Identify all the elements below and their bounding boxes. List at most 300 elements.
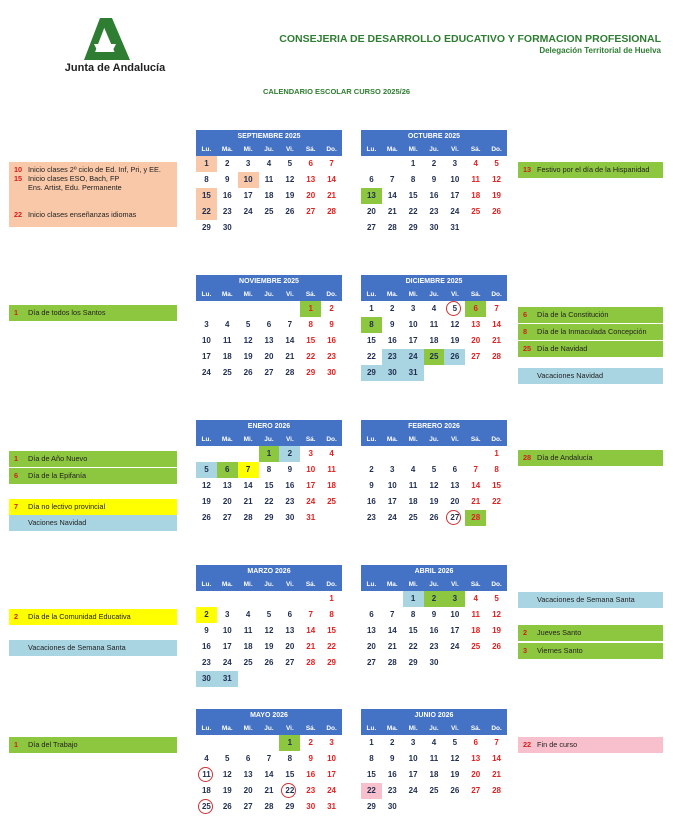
day-cell: 28 (465, 510, 486, 526)
day-cell: 20 (222, 497, 232, 506)
day-cell: 11 (429, 754, 439, 763)
weekday-label: Ju. (429, 291, 439, 298)
weekday-header (196, 434, 342, 446)
day-cell: 14 (387, 191, 397, 200)
weekday-label: Do. (326, 436, 337, 443)
day-cell: 5 (245, 320, 251, 329)
note-inmaculada (518, 324, 663, 340)
day-cell: 7 (266, 754, 272, 763)
day-cell: 29 (285, 802, 295, 811)
weekday-label: Ma. (386, 436, 398, 443)
day-cell: 29 (361, 365, 382, 381)
weekday-label: Lu. (366, 436, 377, 443)
day-cell: 14 (471, 481, 481, 490)
day-cell: 23 (429, 207, 439, 216)
note-num: 3 (523, 646, 528, 655)
day-cell: 10 (222, 626, 232, 635)
day-cell: 13 (306, 175, 316, 184)
day-cell: 6 (245, 754, 251, 763)
day-cell: 9 (431, 175, 437, 184)
day-cell: 25 (429, 786, 439, 795)
note-inicio-clases (9, 162, 177, 227)
day-cell: 9 (204, 626, 209, 635)
note-num: 22 (14, 210, 23, 219)
day-cell: 10 (408, 754, 418, 763)
day-cell: 27 (264, 368, 274, 377)
day-cell: 22 (408, 642, 418, 651)
day-cell: 10 (408, 320, 418, 329)
day-cell: 27 (306, 207, 316, 216)
day-cell: 10 (450, 610, 460, 619)
note-num: 25 (523, 344, 532, 353)
note-constitucion (518, 307, 663, 323)
day-cell: 22 (366, 352, 376, 361)
month-title: DICIEMBRE 2025 (361, 275, 507, 289)
day-cell: 29 (408, 658, 418, 667)
day-cell: 19 (264, 642, 274, 651)
day-cell: 9 (329, 320, 334, 329)
day-cell: 10 (327, 754, 337, 763)
day-cell: 3 (245, 159, 251, 168)
day-cell: 6 (266, 320, 272, 329)
month-may (196, 709, 342, 831)
note-fin-curso (518, 737, 663, 753)
day-cell: 15 (196, 188, 217, 204)
weekday-label: Mi. (408, 436, 418, 443)
day-cell: 30 (327, 368, 337, 377)
day-cell: 8 (369, 754, 374, 763)
day-cell: 16 (306, 770, 316, 779)
day-cell: 4 (431, 304, 437, 313)
weekday-header (196, 723, 342, 735)
day-cell: 18 (429, 336, 439, 345)
day-cell: 7 (390, 175, 395, 184)
weekday-label: Mi. (243, 291, 253, 298)
note-num: 15 (14, 174, 23, 183)
month-grid (196, 735, 342, 831)
day-cell: 30 (285, 513, 295, 522)
day-cell: 1 (329, 594, 334, 603)
day-cell: 2 (196, 607, 217, 623)
day-cell: 16 (429, 191, 439, 200)
note-num: 8 (523, 327, 528, 336)
note-text: Día del Trabajo (28, 740, 78, 749)
day-cell: 31 (327, 802, 337, 811)
day-cell: 13 (361, 188, 382, 204)
month-september (196, 130, 342, 252)
day-cell: 18 (222, 352, 232, 361)
note-num: 28 (523, 453, 532, 462)
day-cell: 25 (243, 658, 253, 667)
note-vacaciones-navidad (9, 515, 177, 531)
weekday-label: Ma. (386, 146, 398, 153)
month-title: ABRIL 2026 (361, 565, 507, 579)
day-cell: 30 (222, 223, 232, 232)
day-cell: 21 (492, 770, 502, 779)
day-cell: 7 (494, 738, 499, 747)
note-text: Jueves Santo (537, 628, 582, 637)
weekday-header (361, 289, 507, 301)
day-cell: 18 (243, 642, 253, 651)
day-cell: 4 (329, 449, 334, 458)
day-cell: 5 (494, 159, 499, 168)
day-cell: 20 (471, 336, 481, 345)
weekday-label: Do. (326, 291, 337, 298)
day-cell: 28 (327, 207, 337, 216)
month-grid (361, 735, 507, 831)
day-cell: 25 (327, 497, 337, 506)
day-cell: 1 (279, 735, 300, 751)
day-cell: 22 (361, 783, 382, 799)
weekday-header (361, 579, 507, 591)
weekday-label: Sá. (470, 436, 481, 443)
day-cell: 31 (450, 223, 460, 232)
day-cell: 28 (492, 786, 502, 795)
note-text: Inicio clases enseñanzas idiomas (28, 210, 137, 219)
weekday-label: Do. (491, 146, 502, 153)
day-cell: 8 (308, 320, 313, 329)
day-cell: 22 (492, 497, 502, 506)
day-cell: 17 (450, 626, 460, 635)
weekday-header (361, 144, 507, 156)
day-cell: 2 (329, 304, 334, 313)
day-cell: 27 (471, 352, 481, 361)
day-cell: 28 (387, 658, 397, 667)
day-cell: 17 (387, 497, 397, 506)
calendar-title: CALENDARIO ESCOLAR CURSO 2025/26 (262, 87, 411, 96)
day-cell: 29 (408, 223, 418, 232)
day-cell: 20 (366, 207, 376, 216)
note-num: 6 (523, 310, 528, 319)
day-cell: 4 (225, 320, 230, 329)
day-cell: 18 (327, 481, 337, 490)
weekday-label: Do. (326, 581, 337, 588)
month-june (361, 709, 507, 831)
note-num: 13 (523, 165, 532, 174)
day-cell: 19 (222, 786, 232, 795)
note-text: Día no lectivo provincial (28, 502, 106, 511)
day-cell: 2 (279, 446, 300, 462)
note-text: Festivo por el día de la Hispanidad (537, 165, 650, 174)
day-cell: 18 (471, 626, 481, 635)
weekday-label: Ma. (386, 291, 398, 298)
day-cell: 21 (387, 207, 397, 216)
day-cell: 29 (327, 658, 337, 667)
day-cell: 25 (424, 349, 445, 365)
day-cell: 1 (494, 449, 499, 458)
weekday-label: Vi. (450, 291, 459, 298)
day-cell: 30 (306, 802, 316, 811)
org-title: CONSEJERIA DE DESARROLLO EDUCATIVO Y FORMACION PROFESIONAL (279, 33, 661, 45)
weekday-label: Sá. (470, 581, 481, 588)
day-cell: 1 (300, 301, 321, 317)
day-cell: 11 (471, 175, 480, 184)
day-cell: 10 (306, 465, 316, 474)
weekday-label: Ju. (429, 146, 439, 153)
day-cell: 13 (450, 481, 460, 490)
day-cell: 20 (243, 786, 253, 795)
day-cell: 15 (492, 481, 502, 490)
weekday-label: Vi. (450, 146, 459, 153)
day-cell: 19 (492, 191, 502, 200)
day-cell: 28 (264, 802, 274, 811)
day-cell: 4 (410, 465, 416, 474)
day-cell: 21 (492, 336, 502, 345)
weekday-label: Vi. (285, 436, 294, 443)
day-cell: 29 (306, 368, 316, 377)
day-cell: 23 (429, 642, 439, 651)
day-cell: 22 (408, 207, 418, 216)
day-cell: 2 (390, 304, 395, 313)
day-cell: 2 (424, 591, 445, 607)
note-num: 22 (523, 740, 532, 749)
day-cell: 3 (452, 159, 458, 168)
day-cell: 30 (429, 223, 439, 232)
day-cell: 27 (285, 658, 295, 667)
day-cell: 4 (473, 159, 478, 168)
day-cell: 24 (387, 513, 397, 522)
note-hispanidad (518, 162, 663, 178)
day-cell: 6 (473, 738, 478, 747)
weekday-label: Ma. (386, 581, 398, 588)
day-cell: 26 (429, 513, 439, 522)
day-cell: 5 (266, 610, 272, 619)
note-text: Día de la Constitución (537, 310, 609, 319)
day-cell: 15 (408, 626, 418, 635)
day-cell: 25 (408, 513, 418, 522)
day-cell: 19 (450, 336, 460, 345)
day-cell: 19 (201, 497, 211, 506)
day-cell: 23 (366, 513, 376, 522)
weekday-label: Ju. (264, 291, 274, 298)
day-cell: 15 (264, 481, 274, 490)
day-cell: 20 (264, 352, 274, 361)
month-november (196, 275, 342, 397)
day-cell: 11 (223, 336, 232, 345)
day-cell: 3 (329, 738, 334, 747)
weekday-label: Ma. (221, 291, 233, 298)
note-vacaciones-navidad-right (518, 368, 663, 384)
weekday-label: Vi. (285, 146, 294, 153)
weekday-label: Mi. (408, 146, 418, 153)
weekday-label: Vi. (450, 725, 459, 732)
weekday-label: Sá. (305, 725, 316, 732)
day-cell: 17 (327, 770, 337, 779)
day-cell: 8 (410, 610, 416, 619)
day-cell: 4 (245, 610, 251, 619)
note-text: Vaciones Navidad (28, 518, 87, 527)
day-cell: 30 (196, 671, 217, 687)
day-cell: 14 (492, 754, 502, 763)
day-cell: 19 (450, 770, 460, 779)
day-cell: 6 (452, 465, 458, 474)
note-num: 10 (14, 165, 23, 174)
day-cell: 23 (382, 349, 403, 365)
note-num: 1 (14, 740, 19, 749)
day-cell: 24 (408, 786, 418, 795)
day-cell: 1 (196, 156, 217, 172)
note-text: Día de la Inmaculada Concepción (537, 327, 647, 336)
day-cell: 13 (285, 626, 295, 635)
month-grid (361, 591, 507, 687)
day-cell: 1 (369, 738, 374, 747)
day-cell: 14 (306, 626, 316, 635)
note-navidad (518, 341, 663, 357)
day-cell: 21 (243, 497, 253, 506)
weekday-label: Do. (491, 725, 502, 732)
day-cell: 8 (266, 465, 272, 474)
day-cell: 2 (390, 738, 395, 747)
day-cell: 17 (222, 642, 232, 651)
day-cell: 3 (410, 738, 416, 747)
day-cell: 29 (201, 223, 211, 232)
day-cell: 24 (201, 368, 211, 377)
note-ano-nuevo (9, 451, 177, 467)
month-grid (196, 591, 342, 687)
day-cell: 31 (217, 671, 238, 687)
month-april (361, 565, 507, 687)
day-cell: 9 (390, 754, 395, 763)
note-semana-santa-right (518, 592, 663, 608)
day-cell: 24 (243, 207, 253, 216)
weekday-label: Do. (326, 725, 337, 732)
day-cell: 13 (243, 770, 253, 779)
day-cell: 27 (444, 510, 465, 526)
weekday-label: Mi. (408, 291, 418, 298)
day-cell: 23 (222, 207, 232, 216)
day-cell: 8 (361, 317, 382, 333)
day-cell: 20 (366, 642, 376, 651)
day-cell: 11 (243, 626, 253, 635)
month-february (361, 420, 507, 542)
weekday-header (361, 723, 507, 735)
day-cell: 9 (287, 465, 293, 474)
day-cell: 4 (431, 738, 437, 747)
day-cell: 8 (329, 610, 334, 619)
note-text: Día de la Comunidad Educativa (28, 612, 131, 621)
note-andalucia (518, 450, 663, 466)
day-cell: 13 (471, 320, 481, 329)
day-cell: 17 (450, 191, 460, 200)
note-no-lectivo (9, 499, 177, 515)
weekday-label: Lu. (366, 581, 377, 588)
day-cell: 1 (403, 591, 424, 607)
weekday-label: Lu. (201, 581, 212, 588)
day-cell: 5 (287, 159, 293, 168)
day-cell: 8 (204, 175, 209, 184)
note-text: Inicio clases ESO, Bach, FP (28, 174, 120, 183)
weekday-label: Ju. (264, 725, 274, 732)
weekday-label: Vi. (285, 725, 294, 732)
day-cell: 9 (225, 175, 230, 184)
month-december (361, 275, 507, 397)
day-cell: 12 (243, 336, 253, 345)
weekday-label: Sá. (305, 146, 316, 153)
month-title: NOVIEMBRE 2025 (196, 275, 342, 289)
day-cell: 12 (429, 481, 439, 490)
weekday-header (196, 289, 342, 301)
weekday-label: Ma. (221, 436, 233, 443)
month-title: SEPTIEMBRE 2025 (196, 130, 342, 144)
note-num: 2 (523, 628, 528, 637)
day-cell: 10 (238, 172, 259, 188)
day-cell: 12 (222, 770, 232, 779)
day-cell: 27 (366, 223, 376, 232)
weekday-label: Mi. (408, 581, 418, 588)
day-cell: 6 (308, 159, 313, 168)
day-cell: 9 (431, 610, 437, 619)
day-cell: 25 (471, 642, 481, 651)
day-cell: 23 (285, 497, 295, 506)
day-cell: 11 (408, 481, 418, 490)
day-cell: 4 (473, 594, 478, 603)
day-cell: 8 (287, 754, 293, 763)
note-text: Día de todos los Santos (28, 308, 106, 317)
day-cell: 7 (473, 465, 478, 474)
day-cell: 11 (196, 767, 217, 783)
day-cell: 27 (222, 513, 232, 522)
day-cell: 21 (264, 786, 274, 795)
delegation-title: Delegación Territorial de Huelva (539, 46, 661, 55)
day-cell: 3 (390, 465, 395, 474)
day-cell: 27 (471, 786, 481, 795)
day-cell: 12 (492, 175, 502, 184)
weekday-label: Ju. (264, 436, 274, 443)
weekday-label: Do. (491, 581, 502, 588)
weekday-label: Mi. (243, 725, 253, 732)
day-cell: 17 (243, 191, 253, 200)
note-text: Día de Andalucía (537, 453, 593, 462)
day-cell: 7 (238, 462, 259, 478)
day-cell: 5 (431, 465, 437, 474)
day-cell: 5 (452, 738, 458, 747)
day-cell: 14 (327, 175, 337, 184)
weekday-label: Mi. (243, 581, 253, 588)
day-cell: 31 (403, 365, 424, 381)
day-cell: 9 (390, 320, 395, 329)
month-grid (196, 301, 342, 397)
month-grid (196, 446, 342, 542)
weekday-label: Mi. (408, 725, 418, 732)
day-cell: 7 (390, 610, 395, 619)
day-cell: 14 (492, 320, 502, 329)
note-text: Vacaciones de Semana Santa (537, 595, 635, 604)
month-march (196, 565, 342, 687)
note-num: 2 (14, 612, 19, 621)
note-num: 1 (14, 454, 19, 463)
day-cell: 11 (471, 610, 480, 619)
day-cell: 25 (264, 207, 274, 216)
day-cell: 19 (243, 352, 253, 361)
weekday-label: Do. (491, 436, 502, 443)
weekday-label: Do. (326, 146, 337, 153)
note-viernes-santo (518, 643, 663, 659)
day-cell: 15 (408, 191, 418, 200)
day-cell: 26 (492, 207, 502, 216)
note-text: Ens. Artist, Edu. Permanente (28, 183, 122, 192)
weekday-label: Lu. (366, 146, 377, 153)
day-cell: 6 (217, 462, 238, 478)
day-cell: 23 (201, 658, 211, 667)
day-cell: 20 (306, 191, 316, 200)
weekday-label: Vi. (285, 291, 294, 298)
day-cell: 7 (308, 610, 313, 619)
day-cell: 20 (471, 770, 481, 779)
note-text: Vacaciones de Semana Santa (28, 643, 126, 652)
month-october (361, 130, 507, 252)
day-cell: 20 (450, 497, 460, 506)
weekday-label: Mi. (243, 436, 253, 443)
